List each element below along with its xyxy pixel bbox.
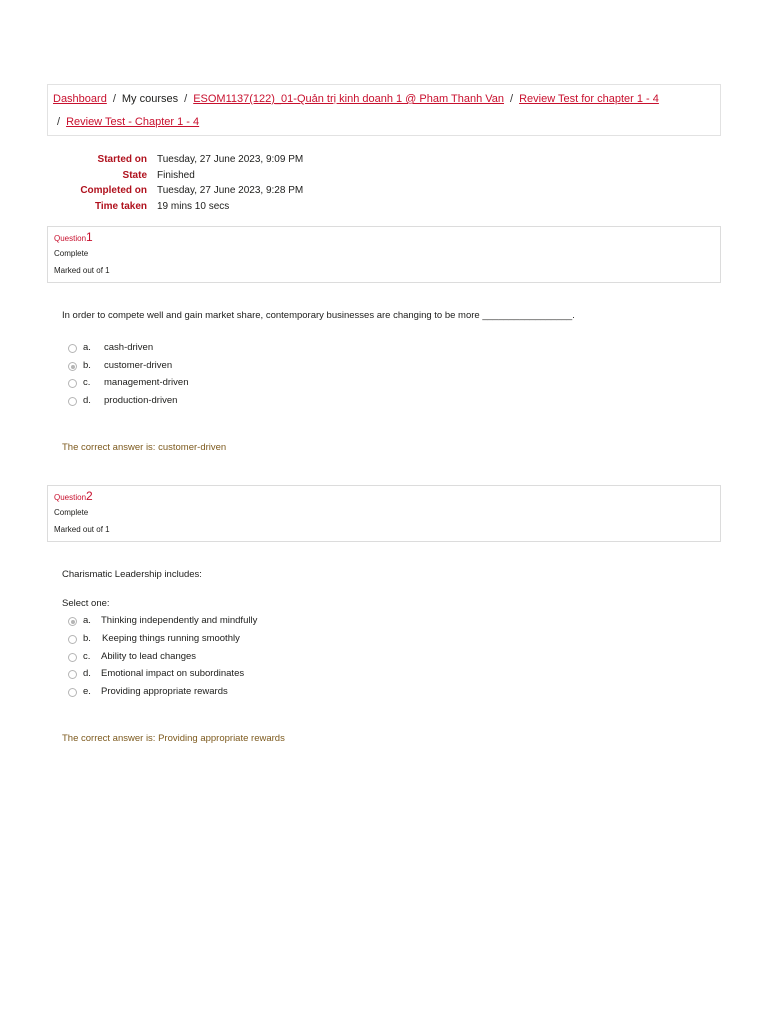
state-value: Finished (157, 169, 195, 181)
time-taken-label: Time taken (94, 200, 147, 212)
question-2-info (47, 485, 721, 542)
radio-button[interactable] (68, 635, 77, 644)
question-number: 1 (86, 230, 93, 244)
breadcrumb-separator: / (184, 93, 188, 105)
radio-button-selected[interactable] (68, 617, 77, 626)
option-text: Providing appropriate rewards (101, 686, 228, 697)
breadcrumb-my-courses: My courses (121, 93, 179, 105)
breadcrumb-separator: / (57, 116, 61, 128)
radio-button[interactable] (68, 397, 77, 406)
option-text: customer-driven (104, 360, 173, 371)
breadcrumb-separator: / (112, 93, 116, 105)
option-letter: d. (83, 395, 91, 406)
time-taken-value: 19 mins 10 secs (157, 200, 230, 212)
option-letter: c. (83, 651, 91, 662)
option-text: Ability to lead changes (101, 651, 197, 662)
question-1-info (47, 226, 721, 283)
option-letter: c. (83, 377, 91, 388)
option-text: cash-driven (104, 342, 154, 353)
option-letter: b. (83, 633, 91, 644)
radio-button[interactable] (68, 379, 77, 388)
question-label: Question (54, 234, 87, 243)
breadcrumb (47, 84, 721, 136)
radio-button[interactable] (68, 670, 77, 679)
completed-label: Completed on (80, 185, 147, 196)
breadcrumb-current-link[interactable]: Review Test - Chapter 1 - 4 (66, 116, 200, 128)
started-value: Tuesday, 27 June 2023, 9:09 PM (157, 154, 304, 165)
question-1-title (54, 230, 93, 244)
breadcrumb-review-folder-link[interactable]: Review Test for chapter 1 - 4 (519, 93, 659, 105)
radio-button[interactable] (68, 688, 77, 697)
breadcrumb-course-link[interactable]: ESOM1137(122)_01-Quản trị kinh doanh 1 @ Pham Thanh Van (193, 93, 505, 105)
started-label: Started on (97, 154, 147, 165)
question-number: 2 (86, 489, 93, 503)
question-1-feedback: The correct answer is: customer-driven (62, 442, 227, 453)
option-letter: b. (83, 360, 91, 371)
radio-button[interactable] (68, 653, 77, 662)
question-label: Question (54, 493, 87, 502)
question-1-state: Complete (54, 249, 89, 258)
option-letter: a. (83, 342, 91, 353)
option-letter: d. (83, 668, 91, 679)
question-2-mark: Marked out of 1 (54, 525, 110, 534)
radio-button-selected[interactable] (68, 362, 77, 371)
select-one-label: Select one: (62, 598, 110, 609)
option-text: Thinking independently and mindfully (101, 615, 258, 626)
breadcrumb-separator: / (510, 93, 514, 105)
question-2-feedback: The correct answer is: Providing appropriate rewards (62, 733, 285, 744)
question-2-state: Complete (54, 508, 89, 517)
completed-value: Tuesday, 27 June 2023, 9:28 PM (157, 185, 304, 196)
option-text: Emotional impact on subordinates (101, 668, 245, 679)
option-letter: a. (83, 615, 91, 626)
option-text: management-driven (104, 377, 189, 388)
question-1-text: In order to compete well and gain market share, contemporary businesses are changing to be more _________________. (62, 310, 575, 321)
state-label: State (122, 169, 147, 181)
option-letter: e. (83, 686, 91, 697)
question-1-mark: Marked out of 1 (54, 266, 110, 275)
question-2-title (54, 489, 93, 503)
option-text: production-driven (104, 395, 178, 406)
radio-button[interactable] (68, 344, 77, 353)
option-text: Keeping things running smoothly (102, 633, 240, 644)
breadcrumb-dashboard-link[interactable]: Dashboard (53, 93, 107, 105)
breadcrumb-line-2 (53, 116, 199, 128)
breadcrumb-line-1 (53, 93, 659, 105)
question-2-text: Charismatic Leadership includes: (62, 569, 202, 580)
